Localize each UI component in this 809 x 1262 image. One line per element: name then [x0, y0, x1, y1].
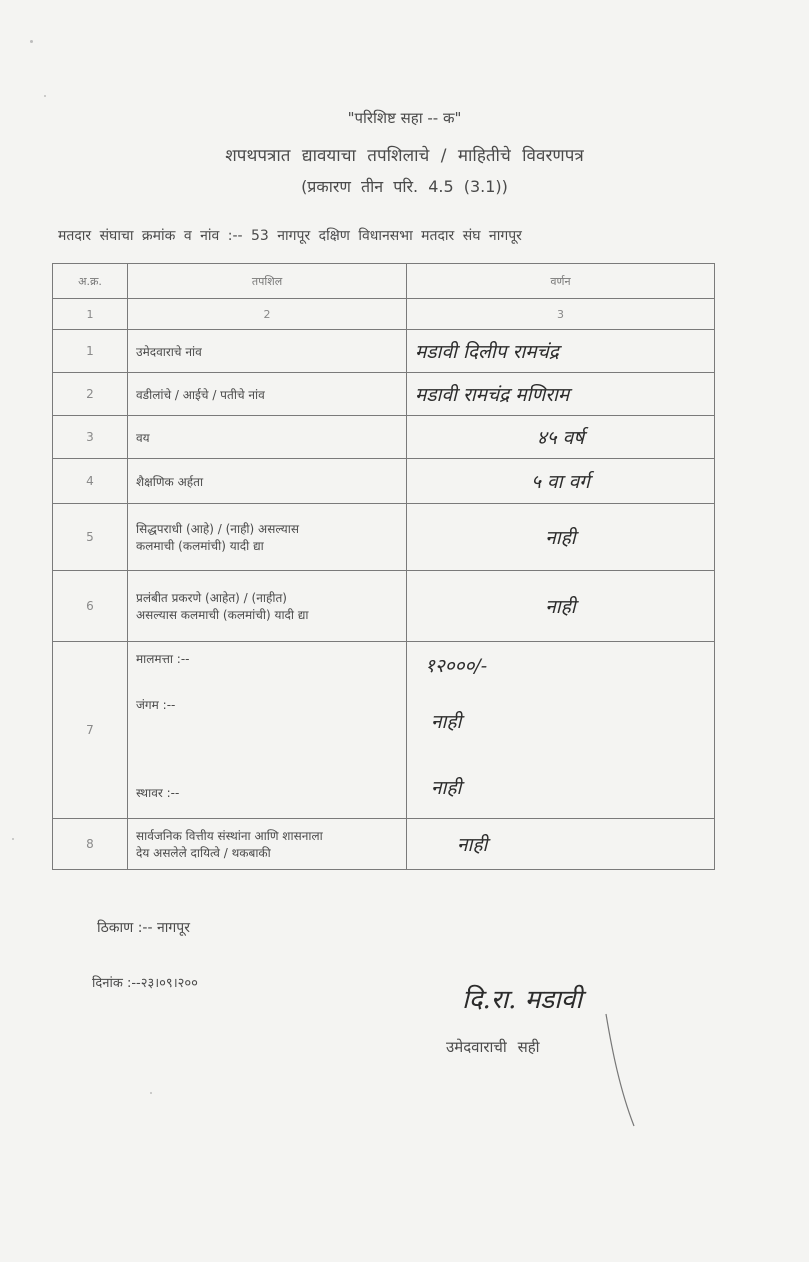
col-number-2: 2: [128, 299, 407, 330]
row-serial: 3: [53, 416, 128, 459]
education-value: ५ वा वर्ग: [407, 459, 715, 504]
property-values: [407, 642, 715, 819]
col-number-1: 1: [53, 299, 128, 330]
scan-speck: [44, 95, 46, 97]
constituency-line: मतदार संघाचा क्रमांक व नांव :-- 53 नागपूर दक्षिण विधानसभा मतदार संघ नागपूर: [58, 228, 522, 244]
row-label-line: देय असलेले दायित्वे / थकबाकी: [136, 846, 271, 860]
row-label: वडीलांचे / आईचे / पतीचे नांव: [128, 373, 407, 416]
row-label-line: असल्यास कलमाची (कलमांची) यादी द्या: [136, 608, 309, 622]
date-field: दिनांक :--२३।०९।२००: [92, 976, 198, 991]
movable-label: जंगम :--: [136, 698, 176, 712]
col-number-3: 3: [407, 299, 715, 330]
property-label: मालमत्ता :--: [136, 652, 190, 666]
property-labels: [128, 642, 407, 819]
immovable-label: स्थावर :--: [136, 786, 180, 800]
row-label-line: सिद्धपराधी (आहे) / (नाही) असल्यास: [136, 522, 299, 536]
scan-speck: [150, 1092, 152, 1094]
details-table: [52, 263, 715, 870]
table-row: [53, 819, 715, 870]
row-label: वय: [128, 416, 407, 459]
row-label-line: प्रलंबीत प्रकरणे (आहेत) / (नाहीत): [136, 591, 287, 605]
scan-speck: [12, 838, 14, 840]
table-row: [53, 459, 715, 504]
signature-stroke: [598, 1010, 638, 1130]
liabilities-value: नाही: [407, 819, 715, 870]
scan-speck: [30, 40, 33, 43]
row-label: [128, 504, 407, 571]
row-serial: 4: [53, 459, 128, 504]
row-serial: 6: [53, 571, 128, 642]
property-value: १२०००/-: [425, 655, 488, 677]
table-row: [53, 330, 715, 373]
movable-value: नाही: [431, 711, 462, 733]
row-label-line: कलमाची (कलमांची) यादी द्या: [136, 539, 264, 553]
candidate-name-value: मडावी दिलीप रामचंद्र: [407, 330, 715, 373]
row-serial: 1: [53, 330, 128, 373]
header-details: तपशिल: [128, 264, 407, 299]
row-serial: 5: [53, 504, 128, 571]
column-number-row: [53, 299, 715, 330]
row-serial: 8: [53, 819, 128, 870]
annexure-title: "परिशिष्ट सहा -- क": [347, 109, 462, 127]
place-field: ठिकाण :-- नागपूर: [97, 920, 190, 936]
table-row: [53, 373, 715, 416]
signature-label: उमेदवाराची सही: [446, 1038, 540, 1056]
table-header-row: [53, 264, 715, 299]
row-label: शैक्षणिक अर्हता: [128, 459, 407, 504]
row-label: [128, 571, 407, 642]
immovable-value: नाही: [431, 777, 462, 799]
age-value: ४५ वर्ष: [407, 416, 715, 459]
table-row: [53, 504, 715, 571]
row-label-line: सार्वजनिक वित्तीय संस्थांना आणि शासनाला: [136, 829, 323, 843]
parent-name-value: मडावी रामचंद्र मणिराम: [407, 373, 715, 416]
convictions-value: नाही: [407, 504, 715, 571]
row-serial: 2: [53, 373, 128, 416]
candidate-signature: दि.रा. मडावी: [462, 985, 583, 1015]
table-row: [53, 416, 715, 459]
statement-title: शपथपत्रात द्यावयाचा तपशिलाचे / माहितीचे विवरणपत्र: [225, 146, 584, 166]
header-description: वर्णन: [407, 264, 715, 299]
row-label: उमेदवाराचे नांव: [128, 330, 407, 373]
pending-cases-value: नाही: [407, 571, 715, 642]
header-serial: अ.क्र.: [53, 264, 128, 299]
row-label: [128, 819, 407, 870]
property-row: [53, 642, 715, 819]
row-serial: 7: [53, 642, 128, 819]
table-row: [53, 571, 715, 642]
chapter-reference: (प्रकारण तीन परि. 4.5 (3.1)): [301, 177, 508, 196]
